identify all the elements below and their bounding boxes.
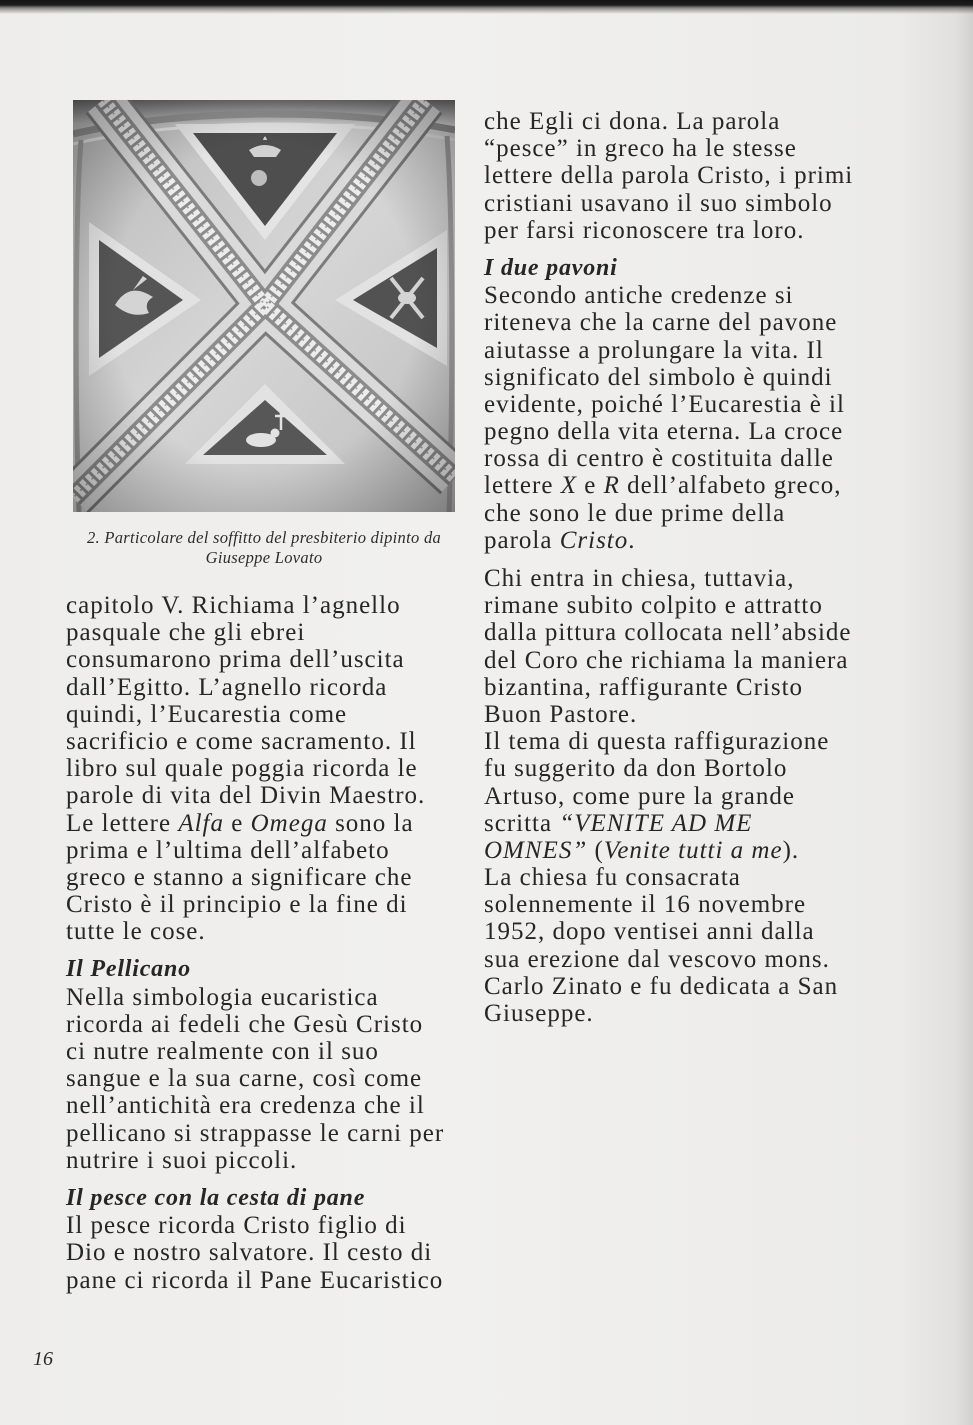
paragraph (484, 565, 853, 1027)
text-segment: sacrificio e come sacramento. Il (66, 727, 417, 755)
text-line (66, 592, 444, 619)
text-line (484, 810, 853, 837)
text-segment: ). (782, 836, 800, 864)
text-segment: Il Pellicano (66, 956, 191, 983)
text-segment: Cristo è il principio e la fine di (66, 891, 408, 919)
text-segment: pellicano si strappasse le carni per (66, 1119, 445, 1147)
text-segment: tutte le cose. (66, 918, 206, 946)
text-segment: pasquale che gli ebrei (66, 619, 306, 647)
text-line (484, 728, 853, 755)
text-line (484, 135, 853, 162)
paragraph (484, 282, 853, 554)
text-line (66, 1267, 444, 1294)
text-line (484, 783, 853, 810)
text-line (66, 1038, 444, 1065)
text-line (484, 1000, 853, 1027)
text-segment: dall’Egitto. L’agnello ricorda (66, 673, 388, 701)
text-segment: OMNES” (484, 836, 588, 864)
text-line (484, 674, 853, 701)
paragraph (66, 592, 444, 945)
text-segment: Artuso, come pure la grande (484, 782, 795, 810)
text-segment: Nella simbologia eucaristica (66, 983, 379, 1011)
text-segment: solennemente il 16 novembre (484, 891, 807, 919)
text-segment: Venite tutti a me (603, 836, 783, 864)
text-line (66, 1011, 444, 1038)
text-segment: scritta (484, 809, 560, 837)
text-segment: lettere (484, 472, 561, 500)
text-line (484, 891, 853, 918)
text-line (66, 728, 444, 755)
text-line (484, 918, 853, 945)
text-segment: capitolo V. Richiama l’agnello (66, 592, 401, 619)
figure-caption-line-2: Giuseppe Lovato (205, 548, 323, 567)
text-segment: Giuseppe. (484, 1000, 594, 1027)
text-segment: Dio e nostro salvatore. Il cesto di (66, 1239, 433, 1267)
text-line (484, 973, 853, 1000)
text-line (66, 1239, 444, 1266)
text-segment: La chiesa fu consacrata (484, 864, 741, 892)
text-line (484, 282, 853, 309)
paragraph (484, 108, 853, 244)
text-segment: del Coro che richiama la maniera (484, 646, 849, 674)
text-segment: I due pavoni (484, 254, 618, 281)
text-segment: aiutasse a prolungare la vita. Il (484, 336, 824, 364)
text-segment: Omega (250, 809, 328, 837)
text-segment: dell’alfabeto greco, (619, 472, 842, 500)
text-line (66, 1185, 444, 1212)
text-line (484, 391, 853, 418)
text-segment: lettere della parola Cristo, i primi (484, 162, 854, 190)
text-segment: pane ci ricorda il Pane Eucaristico (66, 1266, 444, 1294)
text-segment: Le lettere (66, 809, 179, 837)
text-line (66, 1147, 444, 1174)
text-line (66, 755, 444, 782)
text-segment: 1952, dopo ventisei anni dalla (484, 918, 815, 946)
text-line (484, 337, 853, 364)
text-segment: Alfa (178, 809, 224, 837)
text-segment: Cristo (559, 526, 629, 554)
text-line (484, 364, 853, 391)
text-line (66, 864, 444, 891)
text-line (484, 755, 853, 782)
text-segment: significato del simbolo è quindi (484, 363, 833, 391)
text-line (484, 309, 853, 336)
text-segment: per farsi riconoscere tra loro. (484, 216, 805, 244)
text-segment: Buon Pastore. (484, 700, 638, 728)
text-segment: ( (587, 836, 604, 864)
text-line (484, 418, 853, 445)
page-edge-shadow (955, 0, 973, 1425)
text-segment: consumarono prima dell’uscita (66, 646, 405, 674)
text-line (484, 647, 853, 674)
text-line (484, 527, 853, 554)
text-line (484, 108, 853, 135)
text-segment: Chi entra in chiesa, tuttavia, (484, 565, 795, 592)
text-segment: parole di vita del Divin Maestro. (66, 782, 426, 810)
text-segment: prima e l’ultima dell’alfabeto (66, 836, 390, 864)
left-column (66, 592, 444, 1294)
figure-caption-line-1: 2. Particolare del soffitto del presbiterio dipinto da (86, 528, 442, 547)
text-line (484, 592, 853, 619)
text-segment: dalla pittura collocata nell’abside (484, 619, 852, 647)
text-line (484, 864, 853, 891)
ceiling-photo (73, 100, 455, 512)
text-line (484, 472, 853, 499)
page-number: 16 (33, 1348, 53, 1370)
text-line (66, 1120, 444, 1147)
text-segment: che Egli ci dona. La parola (484, 108, 781, 135)
text-segment: Il tema di questa raffigurazione (484, 728, 830, 756)
text-segment: Secondo antiche credenze si (484, 282, 794, 310)
text-segment: libro sul quale poggia ricorda le (66, 755, 418, 783)
text-line (484, 190, 853, 217)
text-line (484, 619, 853, 646)
section-heading (484, 255, 853, 282)
text-line (66, 782, 444, 809)
text-segment: parola (484, 526, 560, 554)
text-line (484, 946, 853, 973)
section-heading (66, 1185, 444, 1212)
text-segment: rimane subito colpito e attratto (484, 592, 823, 620)
text-line (484, 162, 853, 189)
text-segment: cristiani usavano il suo simbolo (484, 189, 833, 217)
text-line (66, 619, 444, 646)
text-segment: rossa di centro è costituita dalle (484, 445, 834, 473)
text-segment: . (628, 526, 636, 554)
text-segment: quindi, l’Eucarestia come (66, 700, 348, 728)
text-line (484, 445, 853, 472)
text-line (484, 837, 853, 864)
text-line (484, 500, 853, 527)
text-segment: nutrire i suoi piccoli. (66, 1146, 298, 1174)
text-segment: sangue e la sua carne, così come (66, 1065, 423, 1093)
text-line (484, 255, 853, 282)
text-segment: nell’antichità era credenza che il (66, 1092, 425, 1120)
text-segment: “pesce” in greco ha le stesse (484, 135, 797, 163)
scan-top-edge (0, 0, 973, 14)
text-line (66, 918, 444, 945)
text-line (66, 810, 444, 837)
text-segment: sua erezione dal vescovo mons. (484, 945, 830, 973)
text-line (484, 565, 853, 592)
text-line (66, 891, 444, 918)
text-segment: ricorda ai fedeli che Gesù Cristo (66, 1010, 424, 1038)
section-heading (66, 956, 444, 983)
text-line (66, 1065, 444, 1092)
text-line (66, 837, 444, 864)
text-segment: ci nutre realmente con il suo (66, 1038, 379, 1065)
paragraph (66, 984, 444, 1174)
text-line (66, 984, 444, 1011)
text-segment: pegno della vita eterna. La croce (484, 418, 844, 446)
text-segment: fu suggerito da don Bortolo (484, 755, 788, 783)
text-segment: evidente, poiché l’Eucarestia è il (484, 390, 845, 418)
text-segment: “VENITE AD ME (559, 809, 753, 837)
text-segment: Il pesce ricorda Cristo figlio di (66, 1212, 407, 1240)
text-line (484, 217, 853, 244)
text-line (66, 1212, 444, 1239)
text-line (66, 1092, 444, 1119)
text-line (484, 701, 853, 728)
text-line (66, 646, 444, 673)
text-segment: X (560, 472, 577, 500)
figure-caption (56, 528, 472, 568)
paragraph (66, 1212, 444, 1294)
text-segment: Il pesce con la cesta di pane (66, 1184, 366, 1211)
text-segment: riteneva che la carne del pavone (484, 309, 838, 337)
text-segment: e (576, 472, 604, 500)
text-segment: R (603, 472, 620, 500)
text-segment: e (224, 809, 251, 837)
text-segment: Carlo Zinato e fu dedicata a San (484, 972, 839, 1000)
text-line (66, 701, 444, 728)
text-line (66, 956, 444, 983)
text-segment: sono la (327, 809, 414, 837)
text-segment: che sono le due prime della (484, 499, 786, 527)
text-segment: greco e stanno a significare che (66, 863, 413, 891)
text-line (66, 674, 444, 701)
right-column (484, 108, 853, 1027)
text-segment: bizantina, raffigurante Cristo (484, 673, 804, 701)
